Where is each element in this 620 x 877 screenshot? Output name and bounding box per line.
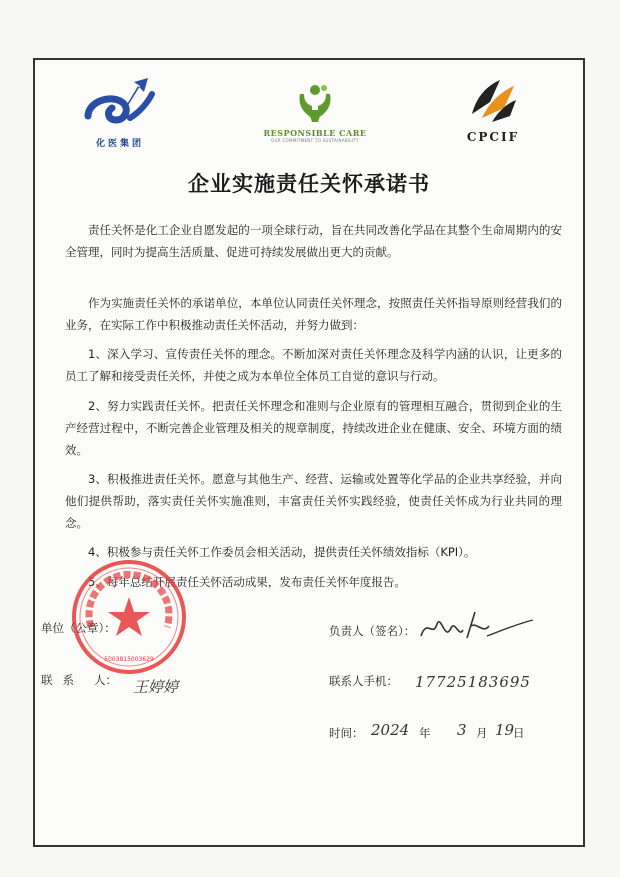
date-label: 时间： [329, 726, 364, 740]
date-year: 2024 [371, 721, 410, 739]
cpcif-caption: CPCIF [466, 130, 520, 144]
huayi-caption: 化医集团 [95, 139, 144, 149]
responsible-signature [417, 608, 537, 648]
paragraph-item-4: 4、积极参与责任关怀工作委员会相关活动，提供责任关怀绩效指标（KPI）。 [88, 545, 476, 559]
paragraph-item-5: 5、每年总结开展责任关怀活动成果，发布责任关怀年度报告。 [88, 575, 406, 589]
date-month: 3 [457, 721, 467, 739]
contact-label: 联 系 人： [41, 673, 117, 687]
paragraph-commitment: 作为实施责任关怀的承诺单位，本单位认同责任关怀理念，按照责任关怀指导原则经营我们的业务，在实际工作中积极推动责任关怀活动，并努力做到： [65, 296, 562, 332]
document-title: 企业实施责任关怀承诺书 [188, 172, 430, 196]
date-day: 19 [495, 721, 515, 739]
phone-value: 17725183695 [415, 673, 531, 691]
paragraph-intro: 责任关怀是化工企业自愿发起的一项全球行动，旨在共同改善化学品在其整个生命周期内的安全管理，同时为提高生活质量、促进可持续发展做出更大的贡献。 [65, 223, 562, 259]
paragraph-item-1: 1、深入学习、宣传责任关怀的理念。不断加深对责任关怀理念及科学内涵的认识，让更多的员工了解和接受责任关怀，并使之成为本单位全体员工自觉的意识与行动。 [65, 347, 562, 383]
paragraph-item-3: 3、积极推进责任关怀。愿意与其他生产、经营、运输或处置等化学品的企业共享经验，并向他们提供帮助，落实责任关怀实施准则，丰富责任关怀实践经验，使责任关怀成为行业共同的理念。 [65, 472, 562, 530]
responsible-care-caption: RESPONSIBLE CARE [263, 128, 367, 138]
responsible-care-subcaption: OUR COMMITMENT TO SUSTAINABILITY [271, 138, 359, 143]
responsible-label: 负责人（签名）： [329, 624, 416, 638]
contact-person-value: 王婷婷 [133, 678, 179, 696]
document-page [33, 58, 585, 847]
unit-label: 单位（公章）： [41, 621, 116, 635]
year-label: 年 [419, 726, 431, 740]
huayi-logo-icon [80, 72, 160, 130]
phone-label: 联系人手机： [329, 674, 398, 688]
cpcif-logo-icon [466, 74, 520, 124]
responsible-care-logo [255, 82, 375, 143]
company-seal-stamp [69, 557, 189, 677]
day-label: 日 [513, 726, 525, 740]
seal-number: 5003815003629 [104, 656, 154, 663]
logo-row [35, 72, 583, 172]
responsible-care-hands-icon [294, 82, 336, 124]
cpcif-logo [453, 74, 533, 144]
month-label: 月 [476, 726, 488, 740]
paragraph-item-2: 2、努力实践责任关怀。把责任关怀理念和准则与企业原有的管理相互融合，贯彻到企业的生产经营过程中，不断完善企业管理及相关的规章制度，持续改进企业在健康、安全、环境方面的绩效。 [65, 399, 562, 457]
huayi-group-logo [75, 72, 165, 149]
